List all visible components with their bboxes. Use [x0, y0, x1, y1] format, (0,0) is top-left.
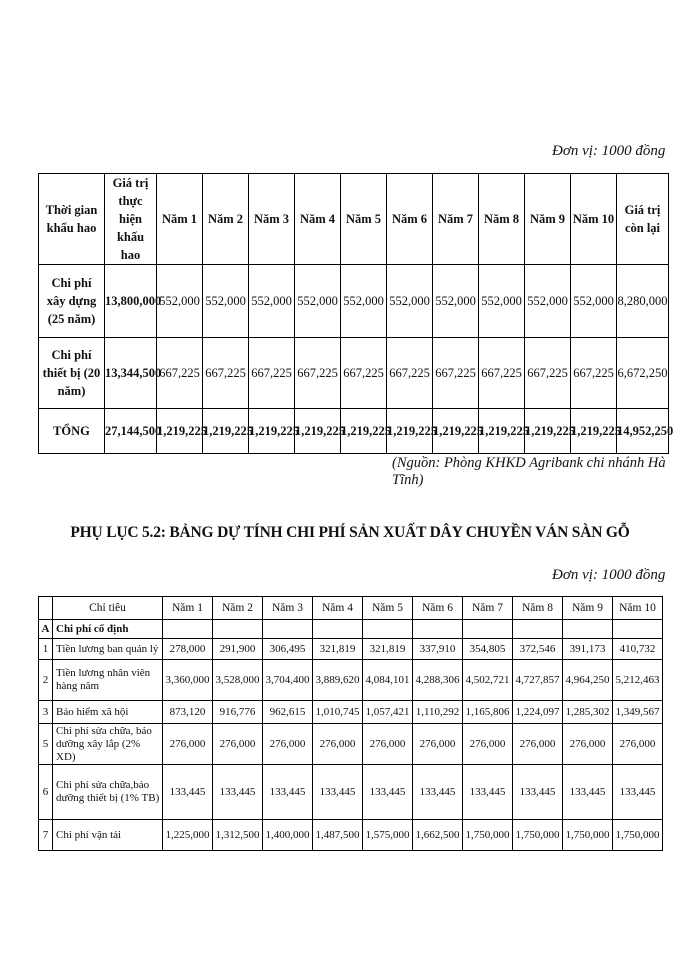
total-value: 27,144,500 [105, 409, 157, 454]
header-cell: Giá trị thực hiện khấu hao [105, 174, 157, 265]
value-cell: 4,964,250 [563, 660, 613, 701]
value-cell: 4,084,101 [363, 660, 413, 701]
value-cell: 276,000 [163, 724, 213, 765]
remaining-value: 6,672,250 [617, 338, 669, 409]
value-cell: 1,219,225 [341, 409, 387, 454]
header-cell: Năm 4 [295, 174, 341, 265]
value-cell: 552,000 [341, 265, 387, 338]
section-label: Chi phí cố định [53, 620, 163, 639]
value-cell: 1,219,225 [479, 409, 525, 454]
header-cell: Năm 1 [163, 597, 213, 620]
value-cell: 1,219,225 [571, 409, 617, 454]
row-label: Tiền lương ban quản lý [53, 639, 163, 660]
total-value: 13,344,500 [105, 338, 157, 409]
value-cell: 1,165,806 [463, 701, 513, 724]
header-cell: Chỉ tiêu [53, 597, 163, 620]
header-cell: Năm 3 [263, 597, 313, 620]
empty-cell [563, 620, 613, 639]
header-cell: Năm 9 [563, 597, 613, 620]
value-cell: 5,212,463 [613, 660, 663, 701]
value-cell: 916,776 [213, 701, 263, 724]
value-cell: 410,732 [613, 639, 663, 660]
value-cell: 291,900 [213, 639, 263, 660]
value-cell: 1,219,225 [525, 409, 571, 454]
value-cell: 667,225 [203, 338, 249, 409]
header-cell: Năm 1 [157, 174, 203, 265]
value-cell: 667,225 [157, 338, 203, 409]
row-label: Chi phí sửa chữa, bảo dưỡng xây lắp (2% XD) [53, 724, 163, 765]
header-row [39, 597, 663, 620]
header-cell: Năm 9 [525, 174, 571, 265]
value-cell: 552,000 [295, 265, 341, 338]
header-cell: Năm 4 [313, 597, 363, 620]
value-cell: 306,495 [263, 639, 313, 660]
value-cell: 133,445 [563, 765, 613, 820]
row-label: Bảo hiểm xã hội [53, 701, 163, 724]
row-label: Tiền lương nhân viên hàng năm [53, 660, 163, 701]
production-cost-table [38, 596, 663, 851]
remaining-value: 8,280,000 [617, 265, 669, 338]
value-cell: 1,750,000 [613, 820, 663, 851]
value-cell: 1,750,000 [513, 820, 563, 851]
depreciation-table [38, 173, 674, 454]
value-cell: 1,219,225 [295, 409, 341, 454]
value-cell: 1,400,000 [263, 820, 313, 851]
value-cell: 3,704,400 [263, 660, 313, 701]
value-cell: 552,000 [249, 265, 295, 338]
value-cell: 354,805 [463, 639, 513, 660]
table-row [39, 660, 663, 701]
value-cell: 1,285,302 [563, 701, 613, 724]
value-cell: 133,445 [463, 765, 513, 820]
value-cell: 667,225 [433, 338, 479, 409]
row-index: 3 [39, 701, 53, 724]
empty-cell [313, 620, 363, 639]
value-cell: 276,000 [613, 724, 663, 765]
table-row [39, 639, 663, 660]
appendix-title: PHỤ LỤC 5.2: BẢNG DỰ TÍNH CHI PHÍ SẢN XUẤT DÂY CHUYỀN VÁN SÀN GỖ [70, 524, 630, 541]
source-note: (Nguồn: Phòng KHKD Agribank chi nhánh Hà Tĩnh) [392, 455, 666, 488]
header-cell: Năm 6 [413, 597, 463, 620]
empty-cell [513, 620, 563, 639]
section-index: A [39, 620, 53, 639]
value-cell: 276,000 [313, 724, 363, 765]
value-cell: 1,662,500 [413, 820, 463, 851]
table-row [39, 765, 663, 820]
header-cell: Năm 6 [387, 174, 433, 265]
value-cell: 133,445 [613, 765, 663, 820]
value-cell: 133,445 [513, 765, 563, 820]
row-label: Chi phí sửa chữa,bảo dưỡng thiết bị (1% TB) [53, 765, 163, 820]
table-row [39, 820, 663, 851]
value-cell: 1,110,292 [413, 701, 463, 724]
value-cell: 276,000 [263, 724, 313, 765]
value-cell: 321,819 [313, 639, 363, 660]
header-cell [39, 597, 53, 620]
value-cell: 276,000 [413, 724, 463, 765]
header-cell: Giá trị còn lại [617, 174, 669, 265]
value-cell: 1,487,500 [313, 820, 363, 851]
value-cell: 552,000 [203, 265, 249, 338]
value-cell: 4,288,306 [413, 660, 463, 701]
empty-cell [213, 620, 263, 639]
header-cell: Năm 8 [513, 597, 563, 620]
value-cell: 372,546 [513, 639, 563, 660]
value-cell: 552,000 [571, 265, 617, 338]
value-cell: 1,575,000 [363, 820, 413, 851]
row-label: Chi phí thiết bị (20 năm) [39, 338, 105, 409]
value-cell: 1,219,225 [387, 409, 433, 454]
empty-cell [363, 620, 413, 639]
value-cell: 552,000 [525, 265, 571, 338]
value-cell: 1,219,225 [249, 409, 295, 454]
value-cell: 4,502,721 [463, 660, 513, 701]
value-cell: 552,000 [387, 265, 433, 338]
header-cell: Thời gian khấu hao [39, 174, 105, 265]
row-index: 6 [39, 765, 53, 820]
value-cell: 1,219,225 [157, 409, 203, 454]
value-cell: 667,225 [295, 338, 341, 409]
value-cell: 276,000 [463, 724, 513, 765]
value-cell: 276,000 [213, 724, 263, 765]
row-index: 2 [39, 660, 53, 701]
header-cell: Năm 5 [363, 597, 413, 620]
value-cell: 1,057,421 [363, 701, 413, 724]
empty-cell [463, 620, 513, 639]
row-label: Chi phí xây dựng (25 năm) [39, 265, 105, 338]
value-cell: 667,225 [341, 338, 387, 409]
value-cell: 276,000 [363, 724, 413, 765]
unit-note: Đơn vị: 1000 đồng [552, 143, 666, 159]
value-cell: 391,173 [563, 639, 613, 660]
value-cell: 133,445 [363, 765, 413, 820]
remaining-value: 14,952,250 [617, 409, 669, 454]
value-cell: 337,910 [413, 639, 463, 660]
value-cell: 1,750,000 [563, 820, 613, 851]
value-cell: 133,445 [263, 765, 313, 820]
value-cell: 667,225 [525, 338, 571, 409]
header-cell: Năm 10 [613, 597, 663, 620]
value-cell: 1,312,500 [213, 820, 263, 851]
total-value: 13,800,000 [105, 265, 157, 338]
header-cell: Năm 2 [213, 597, 263, 620]
value-cell: 1,750,000 [463, 820, 513, 851]
value-cell: 552,000 [433, 265, 479, 338]
value-cell: 667,225 [479, 338, 525, 409]
header-cell: Năm 5 [341, 174, 387, 265]
empty-cell [163, 620, 213, 639]
value-cell: 1,349,567 [613, 701, 663, 724]
value-cell: 133,445 [163, 765, 213, 820]
value-cell: 552,000 [479, 265, 525, 338]
empty-cell [263, 620, 313, 639]
table-row [39, 338, 669, 409]
value-cell: 321,819 [363, 639, 413, 660]
header-cell: Năm 10 [571, 174, 617, 265]
value-cell: 873,120 [163, 701, 213, 724]
value-cell: 667,225 [387, 338, 433, 409]
unit-note: Đơn vị: 1000 đồng [552, 567, 666, 583]
empty-cell [413, 620, 463, 639]
value-cell: 1,010,745 [313, 701, 363, 724]
value-cell: 667,225 [571, 338, 617, 409]
value-cell: 3,889,620 [313, 660, 363, 701]
value-cell: 667,225 [249, 338, 295, 409]
row-label: Chi phí vận tải [53, 820, 163, 851]
table-row [39, 265, 669, 338]
value-cell: 133,445 [413, 765, 463, 820]
value-cell: 1,219,225 [203, 409, 249, 454]
empty-cell [613, 620, 663, 639]
value-cell: 133,445 [213, 765, 263, 820]
row-index: 5 [39, 724, 53, 765]
table-row [39, 724, 663, 765]
value-cell: 1,225,000 [163, 820, 213, 851]
value-cell: 278,000 [163, 639, 213, 660]
header-cell: Năm 7 [433, 174, 479, 265]
row-index: 7 [39, 820, 53, 851]
section-row [39, 620, 663, 639]
row-index: 1 [39, 639, 53, 660]
value-cell: 3,360,000 [163, 660, 213, 701]
header-row [39, 174, 669, 265]
table-row [39, 701, 663, 724]
value-cell: 962,615 [263, 701, 313, 724]
value-cell: 4,727,857 [513, 660, 563, 701]
total-row [39, 409, 669, 454]
value-cell: 1,224,097 [513, 701, 563, 724]
header-cell: Năm 2 [203, 174, 249, 265]
value-cell: 133,445 [313, 765, 363, 820]
row-label: TỔNG [39, 409, 105, 454]
value-cell: 276,000 [563, 724, 613, 765]
header-cell: Năm 3 [249, 174, 295, 265]
header-cell: Năm 8 [479, 174, 525, 265]
header-cell: Năm 7 [463, 597, 513, 620]
value-cell: 552,000 [157, 265, 203, 338]
value-cell: 3,528,000 [213, 660, 263, 701]
value-cell: 276,000 [513, 724, 563, 765]
value-cell: 1,219,225 [433, 409, 479, 454]
